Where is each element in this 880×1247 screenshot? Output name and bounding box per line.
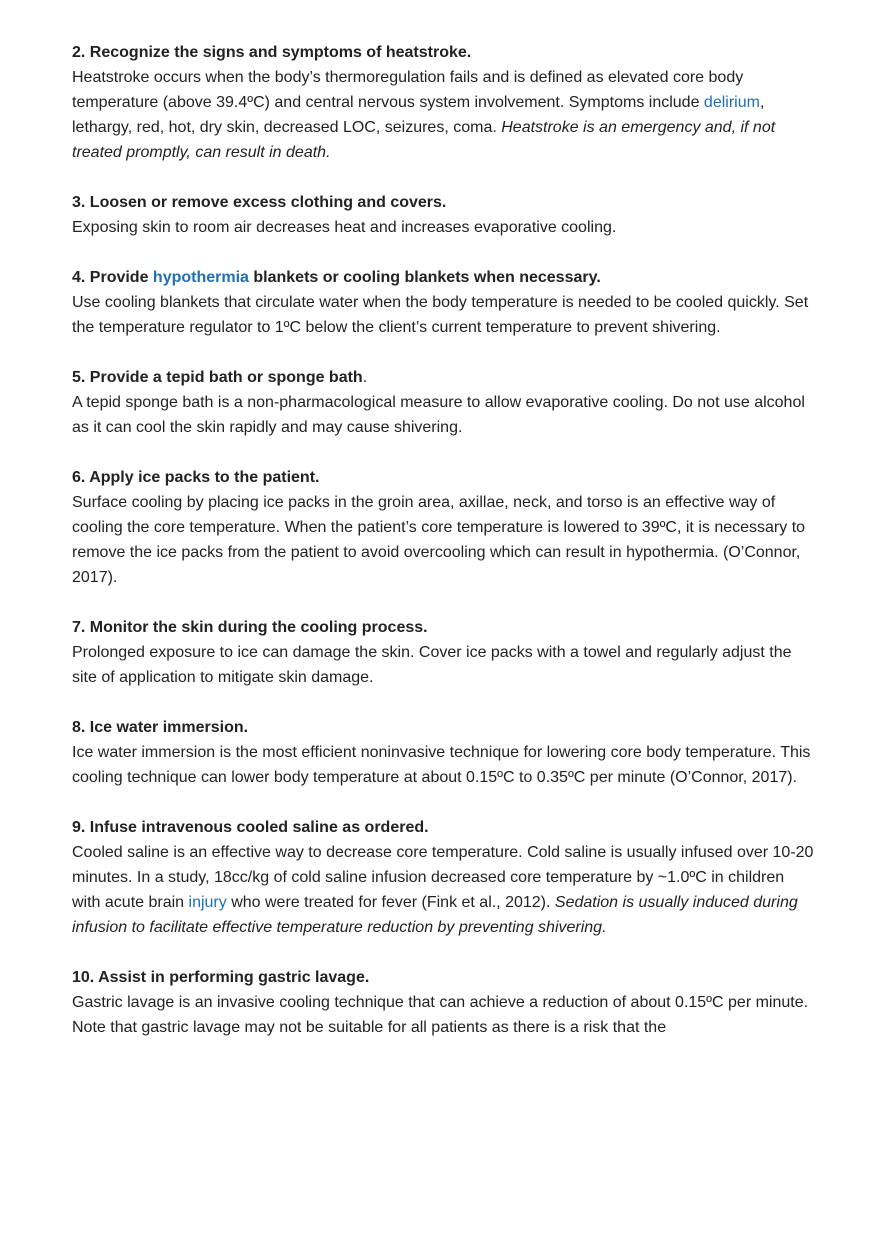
section-body: Prolonged exposure to ice can damage the skin. Cover ice packs with a towel and regularly adjust the site of application to mitigate skin damage.: [72, 644, 792, 686]
section-loosen-clothing: [72, 190, 814, 240]
heading-suffix: .: [362, 369, 368, 386]
hypothermia-link[interactable]: hypothermia: [152, 269, 249, 286]
section-recognize-heatstroke: [72, 40, 814, 165]
section-heading: 7. Monitor the skin during the cooling process.: [72, 619, 428, 636]
section-heading: 5. Provide a tepid bath or sponge bath: [72, 369, 363, 386]
body-text-part: , lethargy, red, hot, dry skin, decreased LOC, seizures, coma.: [72, 94, 765, 136]
section-heading: [72, 265, 814, 290]
section-body: Exposing skin to room air decreases heat and increases evaporative cooling.: [72, 219, 617, 236]
section-body: Surface cooling by placing ice packs in the groin area, axillae, neck, and torso is an effective way of cooling the core temperature. When the patient’s core temperature is lowered to 39ºC, it is necessary to remove the ice packs from the patient to avoid overcooling which can result in hypothermia. (O’Connor, 2017).: [72, 494, 806, 586]
body-text-part: who were treated for fever (Fink et al., 2012).: [226, 894, 555, 911]
section-heading: 3. Loosen or remove excess clothing and covers.: [72, 194, 447, 211]
heading-text-part: 4. Provide: [72, 269, 153, 286]
section-ice-water-immersion: [72, 715, 814, 790]
section-body: [72, 840, 814, 940]
section-gastric-lavage: [72, 965, 814, 1040]
document-page: [72, 40, 814, 1065]
section-body: Use cooling blankets that circulate water when the body temperature is needed to be cooled quickly. Set the temperature regulator to 1ºC below the client’s current temperature to prevent shivering.: [72, 294, 809, 336]
delirium-link[interactable]: delirium: [703, 94, 760, 111]
section-cooled-saline: [72, 815, 814, 940]
emphasis-text: Heatstroke is an emergency and, if not treated promptly, can result in death.: [72, 119, 776, 161]
section-heading: 2. Recognize the signs and symptoms of heatstroke.: [72, 44, 472, 61]
section-heading: 9. Infuse intravenous cooled saline as ordered.: [72, 819, 429, 836]
section-cooling-blankets: [72, 265, 814, 340]
body-text-part: .: [602, 919, 607, 936]
injury-link[interactable]: injury: [188, 894, 227, 911]
section-heading-line: [72, 365, 814, 390]
section-body: Gastric lavage is an invasive cooling technique that can achieve a reduction of about 0.15ºC per minute. Note that gastric lavage may not be suitable for all patients as there is a risk that the: [72, 994, 809, 1036]
section-heading: 10. Assist in performing gastric lavage.: [72, 969, 370, 986]
section-heading: 8. Ice water immersion.: [72, 719, 249, 736]
section-heading: 6. Apply ice packs to the patient.: [72, 469, 320, 486]
body-text-part: Cooled saline is an effective way to decrease core temperature. Cold saline is usually infused over 10-20 minutes. In a study, 18cc/kg of cold saline infusion decreased core temperature by ~1.0ºC in children with acute brain: [72, 844, 814, 911]
section-ice-packs: [72, 465, 814, 590]
body-text-part: Heatstroke occurs when the body’s thermoregulation fails and is defined as elevated core body temperature (above 39.4ºC) and central nervous system involvement. Symptoms include: [72, 69, 744, 111]
heading-text-part: blankets or cooling blankets when necessary.: [248, 269, 601, 286]
emphasis-text: Sedation is usually induced during infusion to facilitate effective temperature reduction by preventing shivering: [72, 894, 798, 936]
section-monitor-skin: [72, 615, 814, 690]
section-body: A tepid sponge bath is a non-pharmacological measure to allow evaporative cooling. Do not use alcohol as it can cool the skin rapidly and may cause shivering.: [72, 394, 805, 436]
section-body: [72, 65, 814, 165]
section-body: Ice water immersion is the most efficient noninvasive technique for lowering core body temperature. This cooling technique can lower body temperature at about 0.15ºC to 0.35ºC per minute (O’Connor, 2017).: [72, 744, 811, 786]
section-tepid-bath: [72, 365, 814, 440]
